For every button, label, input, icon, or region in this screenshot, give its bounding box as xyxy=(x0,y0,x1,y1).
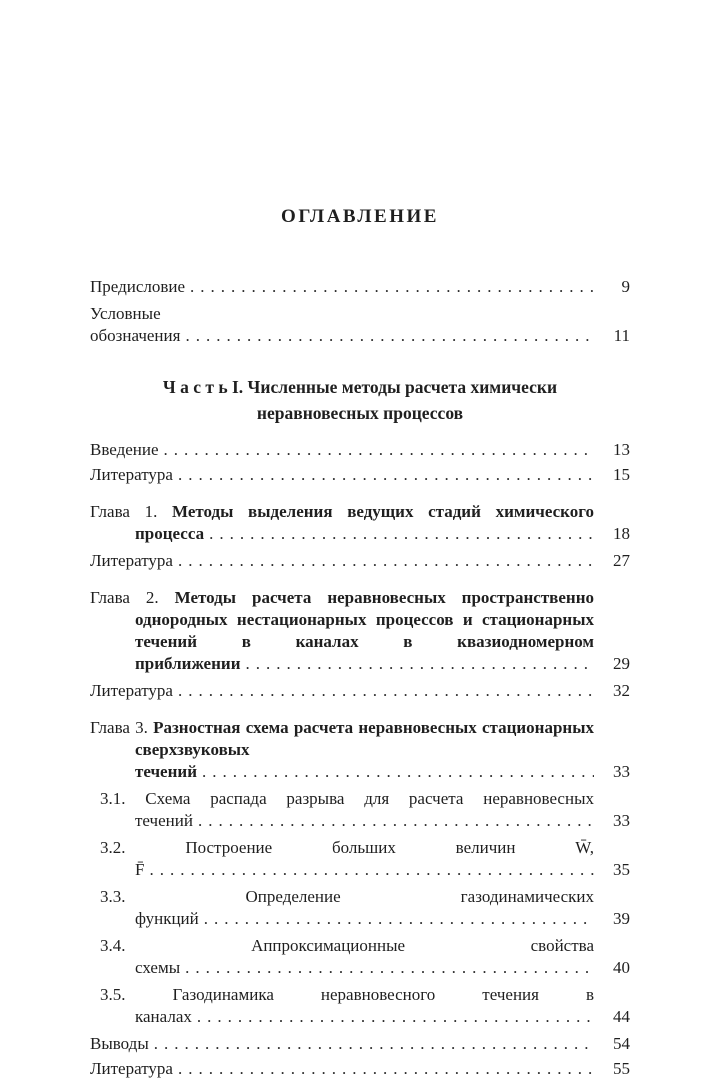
entry-title: Условные обозначения xyxy=(90,304,181,345)
toc-entry xyxy=(90,837,630,881)
dot-leader xyxy=(149,1034,594,1053)
page-number: 40 xyxy=(613,958,630,977)
entry-title: Выводы xyxy=(90,1034,149,1053)
entry-text-block xyxy=(90,1033,594,1055)
entry-title: Построение больших величин W̄, F̄ xyxy=(135,838,594,879)
entry-title: Схема распада разрыва для расчета неравновесных течений xyxy=(135,789,594,830)
page-number: 9 xyxy=(621,277,630,296)
entry-text-block xyxy=(90,276,594,298)
dot-leader xyxy=(192,1007,594,1026)
dot-leader xyxy=(144,860,594,879)
dot-leader xyxy=(173,551,594,570)
toc-front-list xyxy=(90,276,630,347)
page-number: 29 xyxy=(613,654,630,673)
entry-text-block xyxy=(90,886,594,930)
toc-entry xyxy=(90,303,630,347)
entry-title: Определение газодинамических функций xyxy=(135,887,594,928)
entry-number: Глава 3. xyxy=(90,718,154,737)
entry-number: 3.5. xyxy=(100,985,173,1004)
dot-leader xyxy=(185,277,594,296)
toc-entry xyxy=(90,680,630,702)
dot-leader xyxy=(241,654,595,673)
entry-text-block xyxy=(90,439,594,461)
entry-number: 3.2. xyxy=(100,838,186,857)
page-number: 33 xyxy=(613,811,630,830)
dot-leader xyxy=(199,909,594,928)
entry-title: Литература xyxy=(90,465,173,484)
entry-number: 3.4. xyxy=(100,936,252,955)
page-number: 39 xyxy=(613,909,630,928)
page-number: 11 xyxy=(613,326,630,345)
entry-number: Глава 1. xyxy=(90,502,173,521)
part-heading-line2: неравновесных процессов xyxy=(256,403,464,423)
book-page xyxy=(90,0,630,1080)
part-heading xyxy=(90,374,630,426)
toc-entry xyxy=(90,439,630,461)
toc-entry xyxy=(90,464,630,486)
page-number: 55 xyxy=(613,1059,630,1078)
entry-text-block xyxy=(90,550,594,572)
entry-title: Литература xyxy=(90,551,173,570)
page-number: 33 xyxy=(613,762,630,781)
page-number: 18 xyxy=(613,524,630,543)
entry-text-block xyxy=(90,1058,594,1080)
toc-list xyxy=(90,439,630,1080)
entry-title: Газодинамика неравновесного течения в каналах xyxy=(135,985,594,1026)
toc-entry xyxy=(90,1033,630,1055)
dot-leader xyxy=(173,1059,594,1078)
entry-text-block xyxy=(90,837,594,881)
page-number: 44 xyxy=(613,1007,630,1026)
toc-entry xyxy=(90,984,630,1028)
dot-leader xyxy=(180,958,594,977)
page-number: 32 xyxy=(613,681,630,700)
toc-entry xyxy=(90,587,630,675)
entry-title: Литература xyxy=(90,1059,173,1078)
toc-entry xyxy=(90,550,630,572)
entry-text-block xyxy=(90,303,594,347)
dot-leader xyxy=(197,762,594,781)
entry-text-block xyxy=(90,464,594,486)
entry-text-block xyxy=(90,717,594,783)
entry-text-block xyxy=(90,788,594,832)
entry-title: Методы выделения ведущих стадий химического процесса xyxy=(135,502,594,543)
entry-text-block xyxy=(90,935,594,979)
entry-title: Предисловие xyxy=(90,277,186,296)
toc-entry xyxy=(90,276,630,298)
entry-number: 3.3. xyxy=(100,887,246,906)
toc-entry xyxy=(90,788,630,832)
page-number: 15 xyxy=(613,465,630,484)
toc-entry xyxy=(90,1058,630,1080)
entry-title: Литература xyxy=(90,681,173,700)
entry-title: Разностная схема расчета неравновесных стационарных сверхзвуковых течений xyxy=(135,718,594,781)
dot-leader xyxy=(180,326,594,345)
toc-entry xyxy=(90,886,630,930)
toc-entry xyxy=(90,717,630,783)
entry-title: Аппроксимационные свойства схемы xyxy=(135,936,594,977)
toc-entry xyxy=(90,935,630,979)
dot-leader xyxy=(173,465,594,484)
entry-title: Введение xyxy=(90,440,159,459)
dot-leader xyxy=(193,811,594,830)
entry-text-block xyxy=(90,501,594,545)
entry-text-block xyxy=(90,984,594,1028)
toc-entry xyxy=(90,501,630,545)
dot-leader xyxy=(173,681,594,700)
entry-title: Методы расчета неравновесных пространственно однородных нестационарных процессов и стационарных течений в каналах в квазиодномерном приближении xyxy=(135,588,594,673)
page-number: 13 xyxy=(613,440,630,459)
entry-text-block xyxy=(90,587,594,675)
part-heading-line1: Ч а с т ь I. Численные методы расчета химически xyxy=(162,377,558,397)
entry-number: Глава 2. xyxy=(90,588,175,607)
page-number: 35 xyxy=(613,860,630,879)
entry-number: 3.1. xyxy=(100,789,146,808)
dot-leader xyxy=(204,524,594,543)
page-number: 54 xyxy=(613,1034,630,1053)
entry-text-block xyxy=(90,680,594,702)
dot-leader xyxy=(159,440,594,459)
page-number: 27 xyxy=(613,551,630,570)
toc-title: ОГЛАВЛЕНИЕ xyxy=(281,206,439,227)
